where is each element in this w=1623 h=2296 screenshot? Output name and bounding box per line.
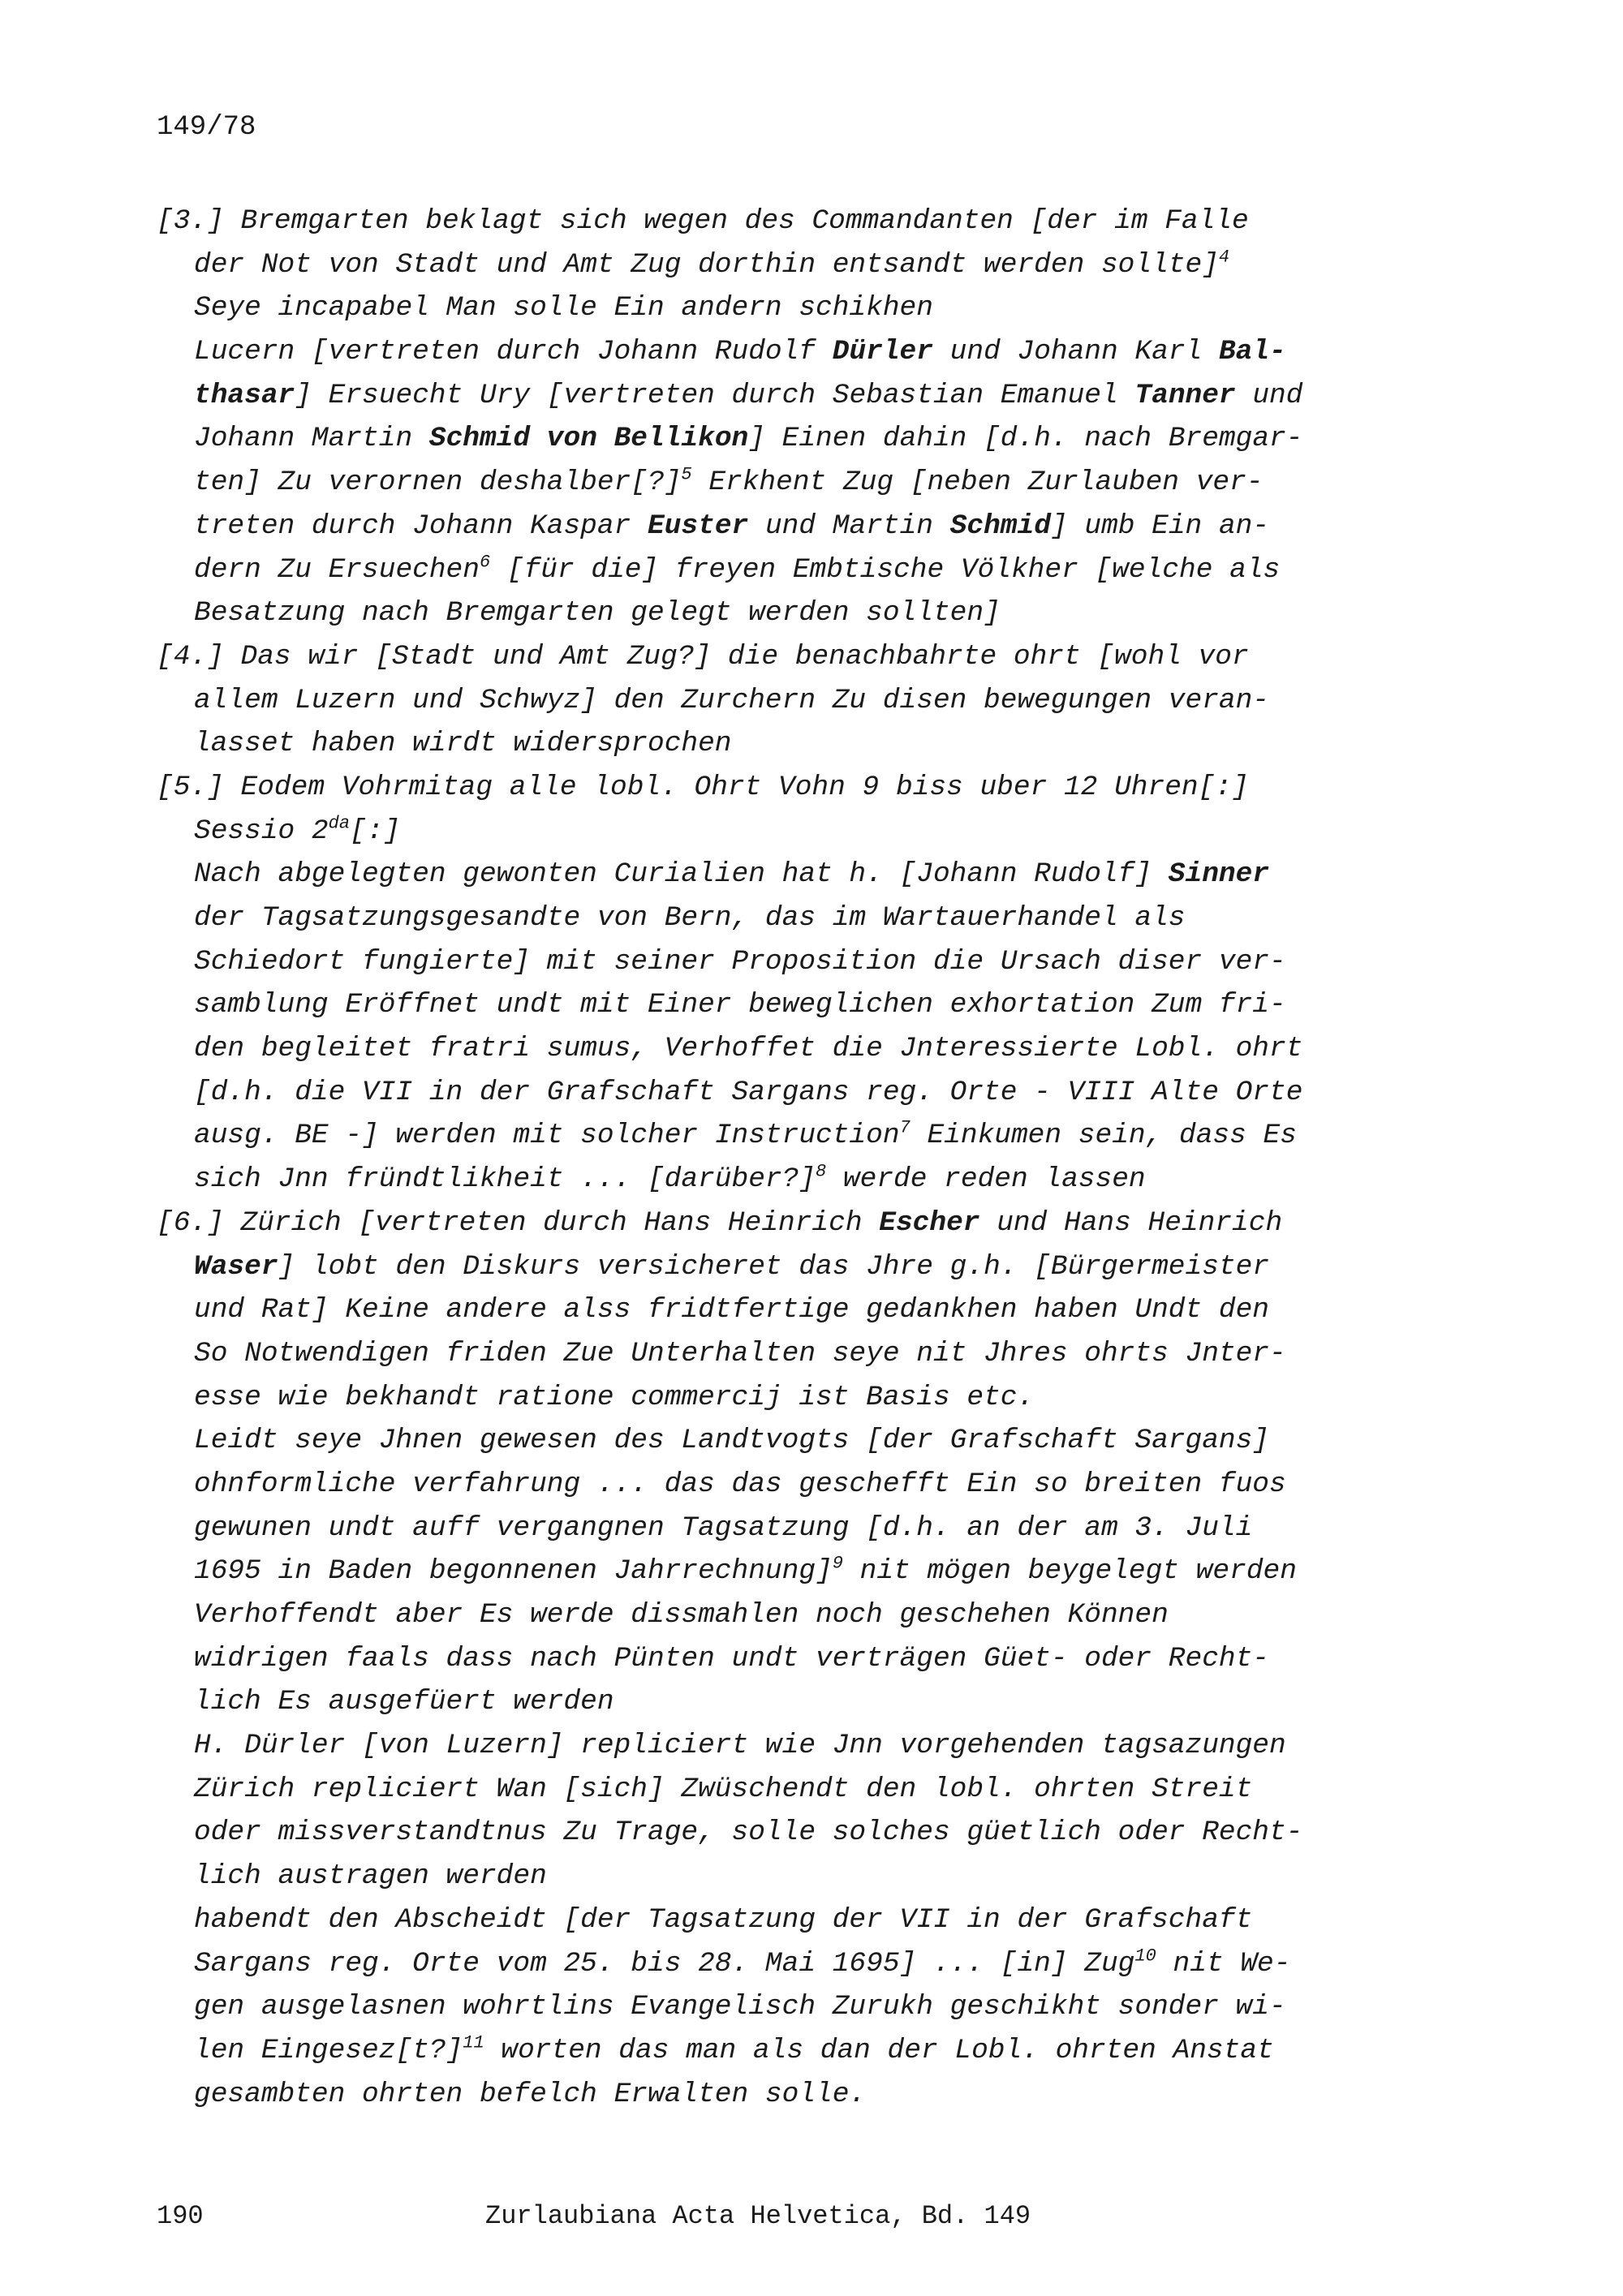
text-line [157,330,1423,374]
text-segment: Nach abgelegten gewonten Curialien hat h. [Johann Rudolf] [194,858,1169,891]
text-line [157,1811,1423,1855]
name-emphasis: thasar [194,379,295,411]
page-identifier: 149/78 [157,112,256,143]
text-line [157,1768,1423,1812]
text-line [157,896,1423,940]
text-segment: nit We- [1156,1947,1291,1980]
text-line [157,1942,1423,1986]
text-segment: Verhoffendt aber Es werde dissmahlen noch geschehen Können [194,1599,1169,1631]
text-segment: gen ausgelasnen wohrtlins Evangelisch Zurukh geschikht sonder wi- [194,1991,1286,2023]
text-segment: gewunen undt auff vergangnen Tagsatzung [d.h. an der am 3. Juli [194,1511,1253,1544]
footnote-marker: 6 [479,552,491,572]
text-segment: [4.] Das wir [Stadt und Amt Zug?] die benachbahrte ohrt [wohl vor [157,640,1249,673]
text-line [157,286,1423,330]
text-segment: Einkumen sein, dass Es [910,1120,1297,1152]
name-emphasis: Bal- [1218,336,1286,368]
footnote-marker: 11 [463,2032,484,2053]
text-segment: Schiedort fungierte] mit seiner Proposition die Ursach diser ver- [194,945,1286,978]
text-line [157,1550,1423,1593]
name-emphasis: Schmid von Bellikon [428,423,749,455]
text-line [157,374,1423,418]
text-segment: Lucern [vertreten durch Johann Rudolf [194,336,833,368]
text-segment: und Martin [748,510,950,542]
text-line [157,243,1423,287]
text-segment: der Tagsatzungsgesandte von Bern, das im Wartauerhandel als [194,902,1186,934]
text-segment: nit mögen beygelegt werden [842,1555,1297,1588]
text-segment: gesambten ohrten befelch Erwalten solle. [194,2078,867,2110]
text-line [157,1114,1423,1158]
text-segment: oder missverstandtnus Zu Trage, solle solches güetlich oder Recht- [194,1817,1303,1849]
footnote-marker: da [328,813,351,834]
text-line [157,1593,1423,1637]
text-segment: ] umb Ein an- [1050,510,1270,542]
text-segment: habendt den Abscheidt [der Tagsatzung der VII in der Grafschaft [194,1903,1253,1936]
text-segment: lich Es ausgefüert werden [194,1686,614,1718]
text-line [157,505,1423,548]
text-line [157,2073,1423,2117]
text-line [157,1637,1423,1681]
text-line [157,548,1423,592]
text-line [157,1680,1423,1724]
text-line [157,722,1423,766]
text-segment: worten das man als dan der Lobl. ohrten Anstat [484,2034,1274,2066]
text-line [157,1724,1423,1768]
name-emphasis: Dürler [832,336,933,368]
text-segment: ohnformliche verfahrung ... das das geschefft Ein so breiten fuos [194,1468,1286,1500]
text-segment: dern Zu Ersuechen [194,553,480,586]
text-segment: Zürich repliciert Wan [sich] Zwüschendt den lobl. ohrten Streit [194,1773,1253,1805]
text-segment: lasset haben wirdt widersprochen [194,728,732,760]
text-segment: ] Einen dahin [d.h. nach Bremgar- [748,423,1303,455]
text-segment: werde reden lassen [826,1163,1146,1196]
text-line [157,591,1423,635]
text-segment: ] lobt den Diskurs versicheret das Jhre g.h. [Bürgermeister [278,1250,1270,1283]
name-emphasis: Tanner [1134,379,1236,411]
text-line [157,2029,1423,2073]
text-line [157,1071,1423,1115]
text-segment: [für die] freyen Embtische Völkher [welche als [490,553,1281,586]
footnote-marker: 8 [816,1161,827,1182]
text-line [157,1332,1423,1376]
text-line [157,1376,1423,1420]
text-segment: widrigen faals dass nach Pünten undt verträgen Güet- oder Recht- [194,1642,1270,1675]
text-line [157,635,1423,679]
text-line [157,1463,1423,1507]
text-line [157,679,1423,723]
text-segment: und Johann Karl [932,336,1219,368]
text-line [157,853,1423,896]
text-segment: Johann Martin [194,423,429,455]
text-line [157,417,1423,461]
text-segment: allem Luzern und Schwyz] den Zurchern Zu disen bewegungen veran- [194,684,1270,716]
footnote-marker: 10 [1134,1946,1156,1966]
transcription-text [157,200,1423,2116]
name-emphasis: Schmid [949,510,1051,542]
text-line [157,1855,1423,1898]
text-line [157,1985,1423,2029]
series-title: Zurlaubiana Acta Helvetica, Bd. 149 [485,2201,1031,2231]
footnote-marker: 5 [681,464,692,485]
text-line [157,1507,1423,1550]
text-segment: und [1235,379,1303,411]
text-line [157,1419,1423,1463]
text-segment: [:] [350,815,401,847]
text-line [157,1202,1423,1245]
text-line [157,1027,1423,1071]
text-segment: esse wie bekhandt ratione commercij ist Basis etc. [194,1381,1035,1413]
text-line [157,983,1423,1027]
text-segment: lich austragen werden [194,1860,547,1893]
text-line [157,1245,1423,1289]
text-line [157,200,1423,243]
text-segment: Sessio 2 [194,815,329,847]
text-segment: und Hans Heinrich [979,1206,1283,1239]
text-segment: Seye incapabel Man solle Ein andern schikhen [194,292,933,325]
text-segment: Leidt seye Jhnen gewesen des Landtvogts [der Grafschaft Sargans] [194,1425,1270,1457]
text-segment: samblung Eröffnet undt mit Einer beweglichen exhortation Zum fri- [194,989,1286,1021]
text-line [157,1898,1423,1942]
text-line [157,461,1423,505]
text-segment: [6.] Zürich [vertreten durch Hans Heinrich [157,1206,880,1239]
footnote-marker: 4 [1218,247,1230,268]
text-segment: [3.] Bremgarten beklagt sich wegen des Commandanten [der im Falle [157,205,1249,237]
text-segment: Sargans reg. Orte vom 25. bis 28. Mai 1695] ... [in] Zug [194,1947,1135,1980]
text-segment: ausg. BE -] werden mit solcher Instruction [194,1120,900,1152]
text-line [157,1158,1423,1202]
text-segment: ten] Zu verornen deshalber[?] [194,467,682,499]
page-number: 190 [157,2201,204,2231]
text-segment: Erkhent Zug [neben Zurlauben ver- [691,467,1264,499]
text-segment: 1695 in Baden begonnenen Jahrrechnung] [194,1555,833,1588]
text-segment: sich Jnn fründtlikheit ... [darüber?] [194,1163,816,1196]
text-line [157,940,1423,984]
text-segment: H. Dürler [von Luzern] repliciert wie Jnn vorgehenden tagsazungen [194,1730,1286,1762]
footnote-marker: 9 [832,1553,843,1574]
text-segment: der Not von Stadt und Amt Zug dorthin entsandt werden sollte] [194,248,1219,281]
text-line [157,766,1423,810]
name-emphasis: Euster [648,510,749,542]
text-line [157,1288,1423,1332]
name-emphasis: Escher [879,1206,980,1239]
text-line [157,810,1423,853]
text-segment: So Notwendigen friden Zue Unterhalten seye nit Jhres ohrts Jnter- [194,1337,1286,1369]
text-segment: Besatzung nach Bremgarten gelegt werden sollten] [194,597,1001,630]
text-segment: und Rat] Keine andere alss fridtfertige gedankhen haben Undt den [194,1294,1270,1326]
text-segment: ] Ersuecht Ury [vertreten durch Sebastian Emanuel [295,379,1135,411]
text-segment: [5.] Eodem Vohrmitag alle lobl. Ohrt Vohn 9 biss uber 12 Uhren[:] [157,771,1249,803]
text-segment: [d.h. die VII in der Grafschaft Sargans reg. Orte - VIII Alte Orte [194,1076,1303,1108]
text-segment: len Eingesez[t?] [194,2034,463,2066]
name-emphasis: Waser [194,1250,278,1283]
text-segment: treten durch Johann Kaspar [194,510,648,542]
name-emphasis: Sinner [1168,858,1270,891]
text-segment: den begleitet fratri sumus, Verhoffet die Jnteressierte Lobl. ohrt [194,1033,1303,1065]
footnote-marker: 7 [899,1117,911,1138]
